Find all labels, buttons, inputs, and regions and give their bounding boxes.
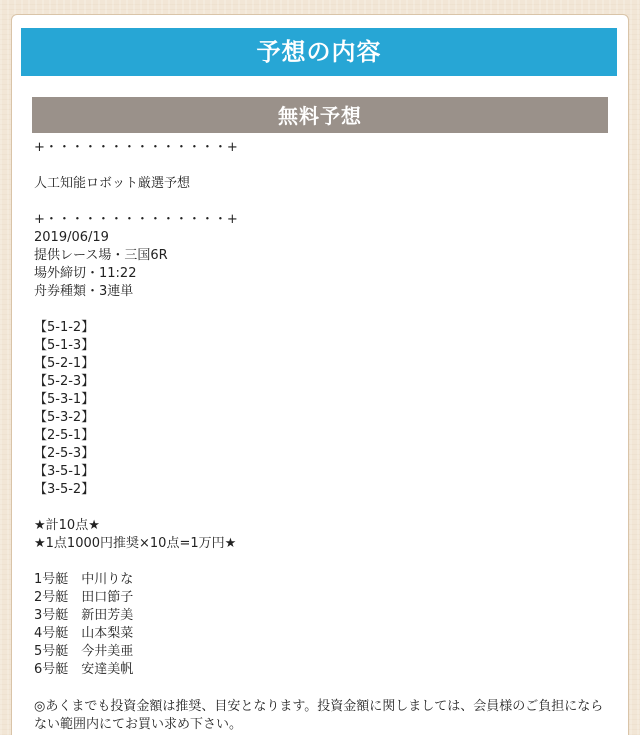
blank-line	[34, 301, 604, 319]
racer-entry: 4号艇 山本梨菜	[34, 626, 134, 641]
prediction-content	[34, 139, 604, 734]
racer-entry: 3号艇 新田芳美	[34, 608, 134, 623]
combo-item: 【5-2-1】	[34, 356, 95, 371]
blank-line	[34, 553, 604, 571]
investment-note: ◎あくまでも投資金額は推奨、目安となります。投資金額に関しましては、会員様のご負担にならない範囲内にてお買い求め下さい。	[34, 699, 604, 732]
combo-item: 【2-5-3】	[34, 446, 95, 461]
combo-item: 【5-2-3】	[34, 374, 95, 389]
combo-item: 【5-3-2】	[34, 410, 95, 425]
separator-line: +・・・・・・・・・・・・・・+	[34, 140, 238, 155]
race-deadline: 場外締切・11:22	[34, 266, 137, 281]
blank-line	[34, 499, 604, 517]
racer-entry: 2号艇 田口節子	[34, 590, 134, 605]
race-date: 2019/06/19	[34, 230, 109, 245]
page-title: 予想の内容	[21, 28, 617, 76]
combo-item: 【2-5-1】	[34, 428, 95, 443]
combo-item: 【3-5-1】	[34, 464, 95, 479]
ticket-type: 舟券種類・3連単	[34, 284, 134, 299]
separator-line: +・・・・・・・・・・・・・・+	[34, 212, 238, 227]
content-panel	[11, 14, 629, 735]
racer-entry: 1号艇 中川りな	[34, 572, 134, 587]
total-points: ★計10点★	[34, 518, 100, 533]
combo-item: 【5-1-3】	[34, 338, 95, 353]
blank-line	[34, 157, 604, 175]
combo-item: 【5-3-1】	[34, 392, 95, 407]
racer-entry: 6号艇 安達美帆	[34, 662, 134, 677]
blank-line	[34, 193, 604, 211]
stake-recommendation: ★1点1000円推奨×10点=1万円★	[34, 536, 237, 551]
prediction-heading: 人工知能ロボット厳選予想	[34, 176, 191, 191]
racer-entry: 5号艇 今井美亜	[34, 644, 134, 659]
section-title: 無料予想	[32, 97, 608, 133]
race-venue: 提供レース場・三国6R	[34, 248, 168, 263]
combo-item: 【5-1-2】	[34, 320, 95, 335]
combo-item: 【3-5-2】	[34, 482, 95, 497]
blank-line	[34, 679, 604, 697]
